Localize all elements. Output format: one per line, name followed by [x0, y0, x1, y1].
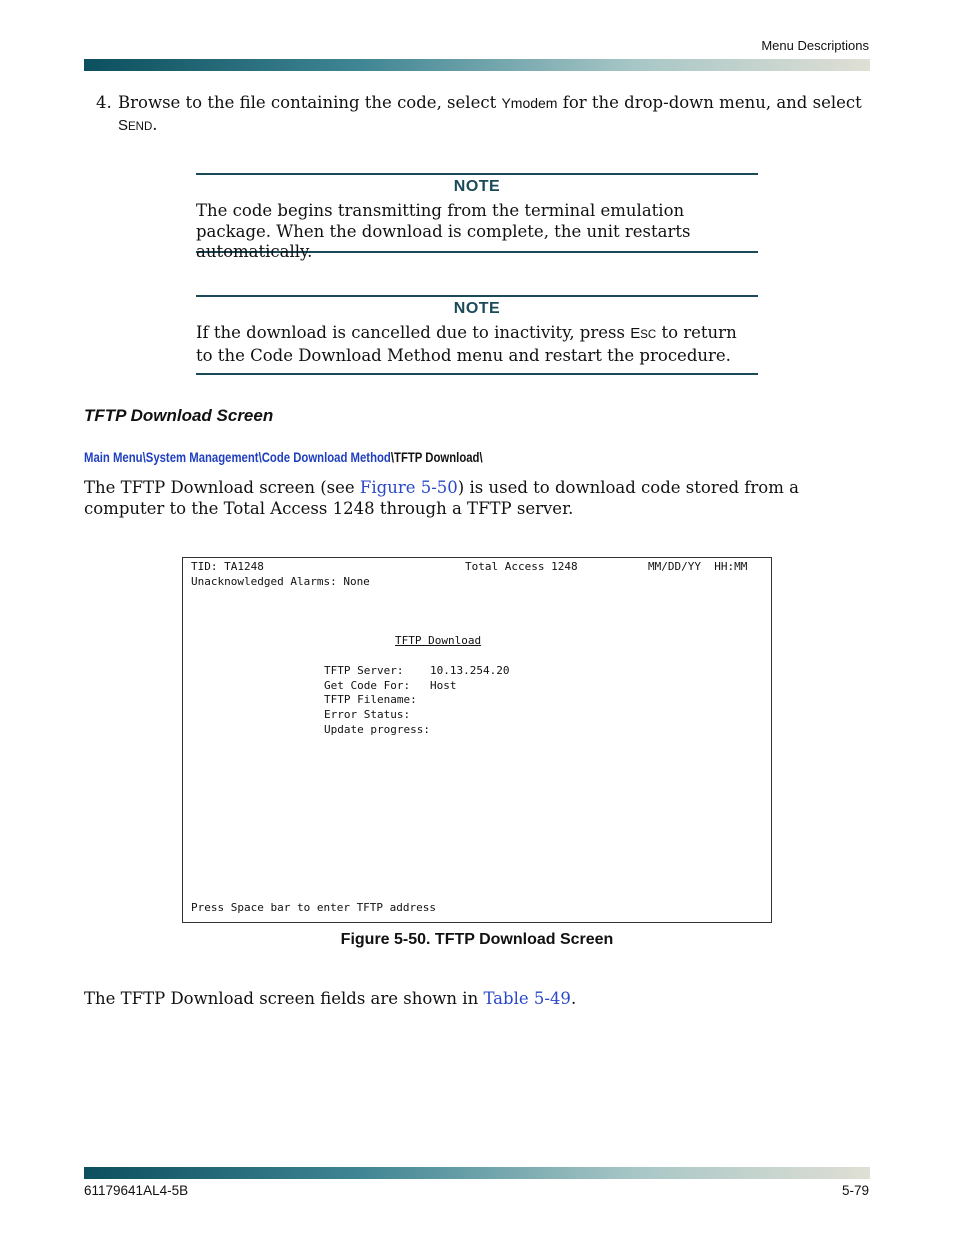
figure-link[interactable]: Figure 5-50	[359, 478, 458, 497]
terminal-datetime: MM/DD/YY HH:MM	[648, 560, 748, 573]
field-label-update-progress: Update progress:	[324, 723, 430, 736]
note-title: NOTE	[453, 178, 501, 195]
figure-caption: Figure 5-50. TFTP Download Screen	[340, 931, 614, 948]
field-label-error-status: Error Status:	[324, 708, 411, 721]
step-text: Browse to the file containing the code, select Ymodem for the drop-down menu, and select SEND.	[118, 93, 862, 134]
send-key-rest: END	[128, 121, 153, 133]
breadcrumb: Main Menu\System Management\Code Download Method\TFTP Download\	[84, 450, 483, 465]
field-value-get-code-for[interactable]: Host	[430, 679, 457, 692]
note-box-1	[196, 173, 758, 261]
running-header: Menu Descriptions	[761, 38, 869, 53]
fields-paragraph: The TFTP Download screen fields are shown in Table 5-49.	[84, 989, 577, 1008]
breadcrumb-current: \TFTP Download\	[390, 450, 483, 465]
field-label-get-code-for: Get Code For:	[324, 679, 411, 692]
terminal-tid: TID: TA1248	[191, 560, 264, 573]
header-rule	[84, 59, 870, 71]
terminal-screen	[182, 557, 772, 923]
note-body: The code begins transmitting from the terminal emulation package. When the download is complete, the unit restarts automatically.	[196, 201, 691, 261]
esc-key-rest: SC	[640, 329, 657, 341]
footer-rule	[84, 1167, 870, 1179]
note-box-2	[196, 295, 758, 375]
breadcrumb-main-menu[interactable]: Main Menu	[84, 450, 143, 465]
terminal-alarms: Unacknowledged Alarms: None	[191, 575, 370, 588]
ymodem-option: Ymodem	[501, 95, 558, 111]
section-heading: TFTP Download Screen	[84, 406, 274, 425]
esc-key-first: E	[630, 325, 641, 342]
table-link[interactable]: Table 5-49	[483, 989, 571, 1008]
breadcrumb-system-management[interactable]: System Management	[145, 450, 259, 465]
terminal-screen-title: TFTP Download	[395, 634, 482, 647]
field-label-tftp-filename: TFTP Filename:	[324, 693, 417, 706]
note-title: NOTE	[453, 300, 501, 317]
terminal-product: Total Access 1248	[465, 560, 578, 573]
intro-paragraph: The TFTP Download screen (see Figure 5-50) is used to download code stored from a computer to the Total Access 1248 through a TFTP server.	[84, 478, 799, 518]
page-number: 5-79	[841, 1183, 869, 1198]
note-body: If the download is cancelled due to inactivity, press ESC to return to the Code Download Method menu and restart the procedure.	[196, 323, 737, 365]
field-label-tftp-server: TFTP Server:	[324, 664, 404, 677]
field-value-tftp-server[interactable]: 10.13.254.20	[430, 664, 510, 677]
doc-number: 61179641AL4-5B	[84, 1183, 189, 1198]
terminal-footer-hint: Press Space bar to enter TFTP address	[191, 901, 437, 914]
step-number: 4.	[96, 93, 112, 112]
send-key-first: S	[118, 117, 129, 134]
breadcrumb-code-download-method[interactable]: Code Download Method	[261, 450, 391, 465]
